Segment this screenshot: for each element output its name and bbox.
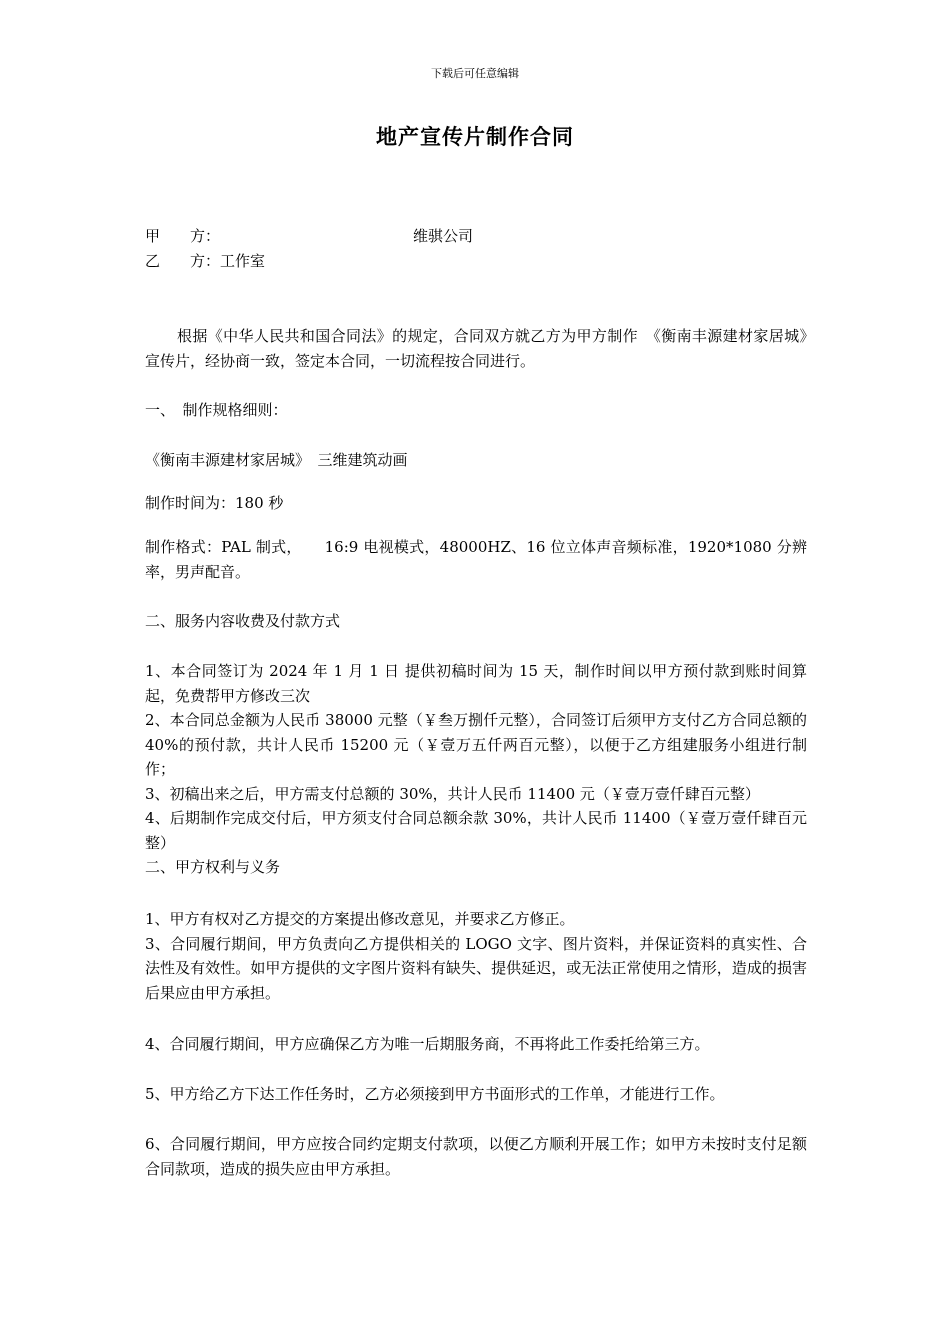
party-a-label: 甲 方： <box>145 227 221 245</box>
document-title: 地产宣传片制作合同 <box>376 124 574 149</box>
section3-item1-block <box>145 907 807 1005</box>
list-item: 5、甲方给乙方下达工作任务时，乙方必须接到甲方书面形式的工作单，才能进行工作。 <box>145 1085 725 1103</box>
party-a-line <box>145 224 807 249</box>
list-item: 2、本合同总金额为人民币 38000 元整（￥叁万捌仟元整），合同签订后须甲方支付乙方合同总额的 40%的预付款，共计人民币 15200 元（￥壹万五仟两百元整），以便于乙方组建服务小组进行制作； <box>145 711 807 778</box>
section1-duration: 制作时间为：180 秒 <box>145 494 284 512</box>
preamble-paragraph: 根据《中华人民共和国合同法》的规定，合同双方就乙方为甲方制作 《衡南丰源建材家居城》 宣传片，经协商一致，签定本合同，一切流程按合同进行。 <box>145 327 853 370</box>
list-item: 3、合同履行期间，甲方负责向乙方提供相关的 LOGO 文字、图片资料，并保证资料的真实性、合法性及有效性。如甲方提供的文字图片资料有缺失、提供延迟，或无法正常使用之情形，造成的损害后果应由甲方承担。 <box>145 934 807 1002</box>
list-item: 1、甲方有权对乙方提交的方案提出修改意见，并要求乙方修正。 <box>145 910 575 928</box>
section3-heading: 二、甲方权利与义务 <box>145 858 281 876</box>
section1-project: 《衡南丰源建材家居城》 三维建筑动画 <box>145 451 408 469</box>
party-a-value: 维骐公司 <box>413 227 474 245</box>
party-b-label: 乙 方： <box>145 252 221 270</box>
list-item: 4、后期制作完成交付后，甲方须支付合同总额余款 30%，共计人民币 11400（￥壹万壹仟肆百元整） <box>145 809 807 852</box>
list-item: 6、合同履行期间，甲方应按合同约定期支付款项，以便乙方顺利开展工作；如甲方未按时支付足额合同款项，造成的损失应由甲方承担。 <box>145 1135 807 1178</box>
section2-list <box>145 659 807 880</box>
party-b-line <box>145 249 807 274</box>
party-b-value: 工作室 <box>220 252 266 270</box>
list-item: 1、本合同签订为 2024 年 1 月 1 日 提供初稿时间为 15 天，制作时间以甲方预付款到账时间算起，免费帮甲方修改三次 <box>145 662 807 705</box>
section1-format: 制作格式：PAL 制式， 16:9 电视模式，48000HZ、16 位立体声音频标准，1920*1080 分辨率，男声配音。 <box>145 538 807 581</box>
section2-heading: 二、服务内容收费及付款方式 <box>145 612 341 630</box>
list-item: 4、合同履行期间，甲方应确保乙方为唯一后期服务商，不再将此工作委托给第三方。 <box>145 1035 710 1053</box>
section1-heading: 一、 制作规格细则： <box>145 401 288 419</box>
header-note: 下载后可任意编辑 <box>431 67 519 80</box>
list-item: 3、初稿出来之后，甲方需支付总额的 30%，共计人民币 11400 元（￥壹万壹仟肆百元整） <box>145 784 760 803</box>
